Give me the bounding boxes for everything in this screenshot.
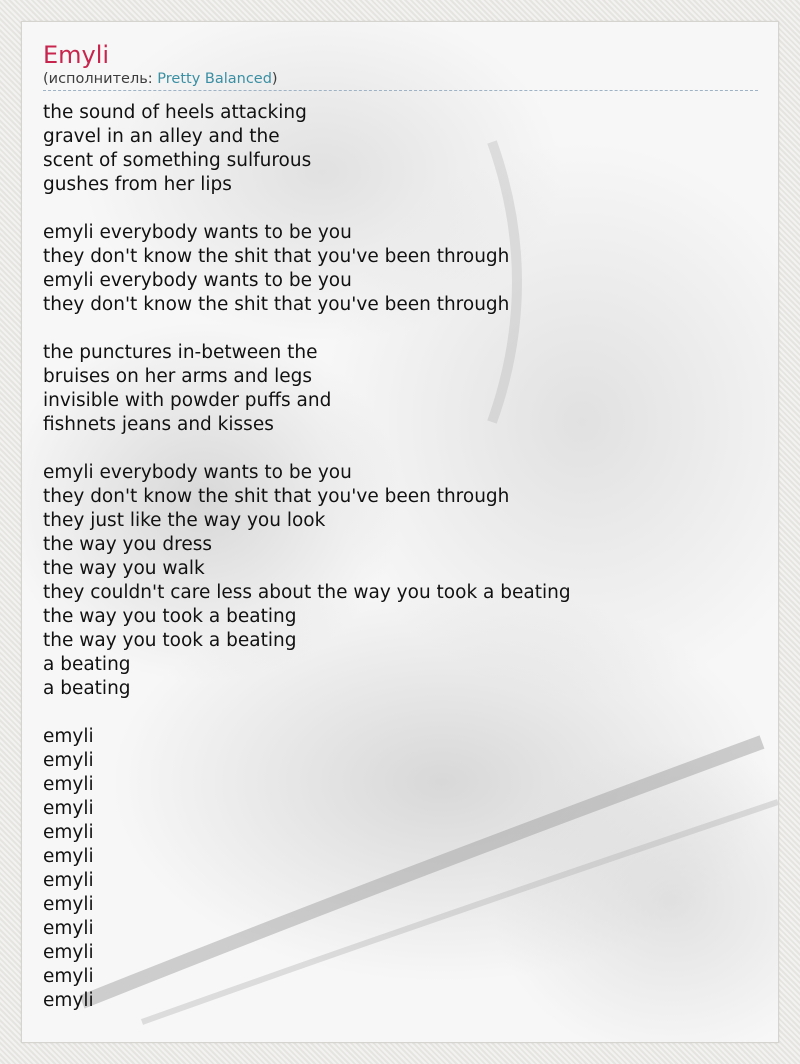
lyric-line: emyli everybody wants to be you (43, 462, 352, 483)
lyric-line: a beating (43, 678, 131, 699)
lyric-line: emyli (43, 822, 94, 843)
song-title: Emyli (43, 41, 110, 69)
stanza (43, 461, 758, 701)
lyric-line: emyli (43, 966, 94, 987)
lyric-line: they don't know the shit that you've been through (43, 486, 510, 507)
lyric-line: the way you dress (43, 534, 213, 555)
lyric-line: emyli (43, 750, 94, 771)
lyric-line: the way you took a beating (43, 606, 297, 627)
lyric-line: the sound of heels attacking (43, 102, 307, 123)
lyric-line: they don't know the shit that you've been through (43, 246, 510, 267)
lyric-line: emyli (43, 798, 94, 819)
lyric-line: emyli (43, 942, 94, 963)
lyric-line: fishnets jeans and kisses (43, 414, 274, 435)
artist-line (43, 70, 758, 91)
stanza (43, 725, 758, 1013)
lyric-line: bruises on her arms and legs (43, 366, 313, 387)
lyric-line: emyli (43, 870, 94, 891)
lyric-line: gushes from her lips (43, 174, 232, 195)
stanza (43, 101, 758, 197)
artist-link[interactable]: Pretty Balanced (157, 71, 272, 87)
lyric-line: the way you walk (43, 558, 205, 579)
lyric-line: emyli (43, 990, 94, 1011)
stanza (43, 221, 758, 317)
artist-prefix: (исполнитель: (43, 71, 158, 87)
stanza (43, 341, 758, 437)
lyric-line: emyli (43, 918, 94, 939)
lyric-line: the way you took a beating (43, 630, 297, 651)
lyric-line: gravel in an alley and the (43, 126, 280, 147)
lyrics-card (21, 21, 779, 1043)
lyric-line: scent of something sulfurous (43, 150, 312, 171)
lyric-line: they couldn't care less about the way you took a beating (43, 582, 571, 603)
lyric-line: emyli everybody wants to be you (43, 222, 352, 243)
lyric-line: they don't know the shit that you've been through (43, 294, 510, 315)
lyric-line: they just like the way you look (43, 510, 326, 531)
lyric-line: emyli everybody wants to be you (43, 270, 352, 291)
lyric-line: emyli (43, 894, 94, 915)
lyric-line: a beating (43, 654, 131, 675)
artist-suffix: ) (271, 71, 278, 87)
lyrics-body (43, 101, 758, 1013)
lyric-line: invisible with powder puffs and (43, 390, 332, 411)
lyric-line: the punctures in-between the (43, 342, 318, 363)
lyric-line: emyli (43, 726, 94, 747)
lyric-line: emyli (43, 774, 94, 795)
song-content (43, 40, 758, 1037)
lyric-line: emyli (43, 846, 94, 867)
